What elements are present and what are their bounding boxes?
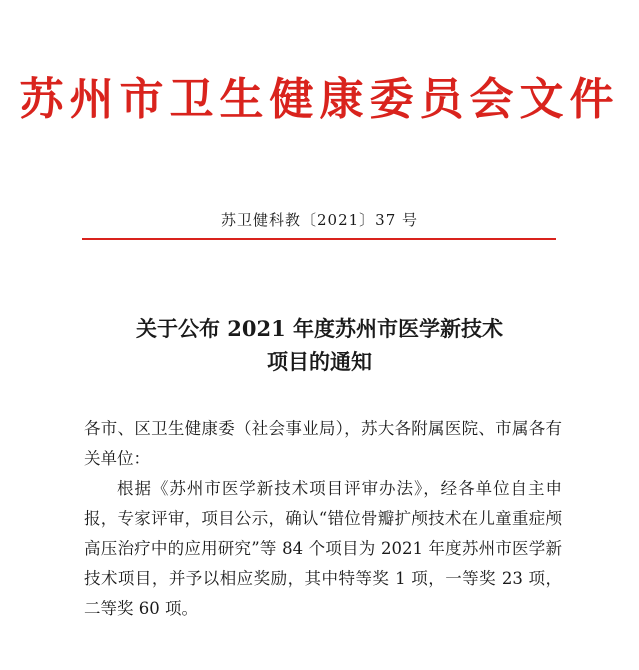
document-masthead: 苏州市卫生健康委员会文件 (19, 74, 620, 125)
notice-title-line-2: 项目的通知 (267, 349, 372, 374)
body-paragraph: 根据《苏州市医学新技术项目评审办法》，经各单位自主申报，专家评审，项目公示，确认“错位骨瓣扩颅技术在儿童重症颅高压治疗中的应用研究”等 84 个项目为 2021 年度苏州市医学新技术项目，并予以相应奖励，其中特等奖 1 项，一等奖 23 项，二等奖 60 项。 (84, 479, 562, 618)
recipients-paragraph: 各市、区卫生健康委（社会事业局），苏大各附属医院、市属各有关单位： (84, 419, 562, 468)
notice-title (0, 312, 639, 378)
notice-body (84, 414, 562, 624)
notice-title-line-1: 关于公布 2021 年度苏州市医学新技术 (135, 316, 504, 341)
document-number: 苏卫健科教〔2021〕37 号 (220, 211, 419, 229)
red-divider-line (82, 238, 556, 240)
